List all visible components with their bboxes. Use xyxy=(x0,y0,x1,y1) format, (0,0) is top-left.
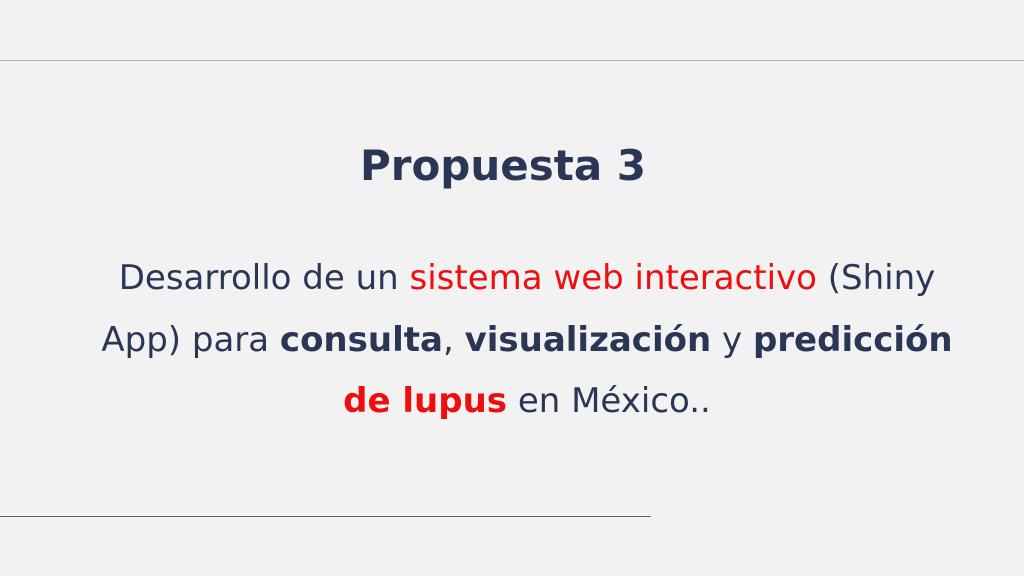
slide-body xyxy=(80,248,974,433)
top-divider xyxy=(0,60,1024,61)
body-keyword-visualizacion: visualización xyxy=(464,319,712,360)
body-highlight-sistema-web: sistema web interactivo xyxy=(409,258,817,298)
body-segment: (Shiny App) para xyxy=(101,258,936,360)
body-segment: , xyxy=(442,319,465,360)
body-keyword-consulta: consulta xyxy=(279,319,443,360)
bottom-divider xyxy=(0,516,651,517)
body-highlight-de-lupus: de lupus xyxy=(343,381,508,421)
body-segment: y xyxy=(711,319,753,360)
body-segment: en México.. xyxy=(507,381,711,421)
body-segment: Desarrollo de un xyxy=(118,258,410,298)
body-keyword-prediccion: predicción xyxy=(752,319,953,360)
slide-title: Propuesta 3 xyxy=(359,141,647,190)
